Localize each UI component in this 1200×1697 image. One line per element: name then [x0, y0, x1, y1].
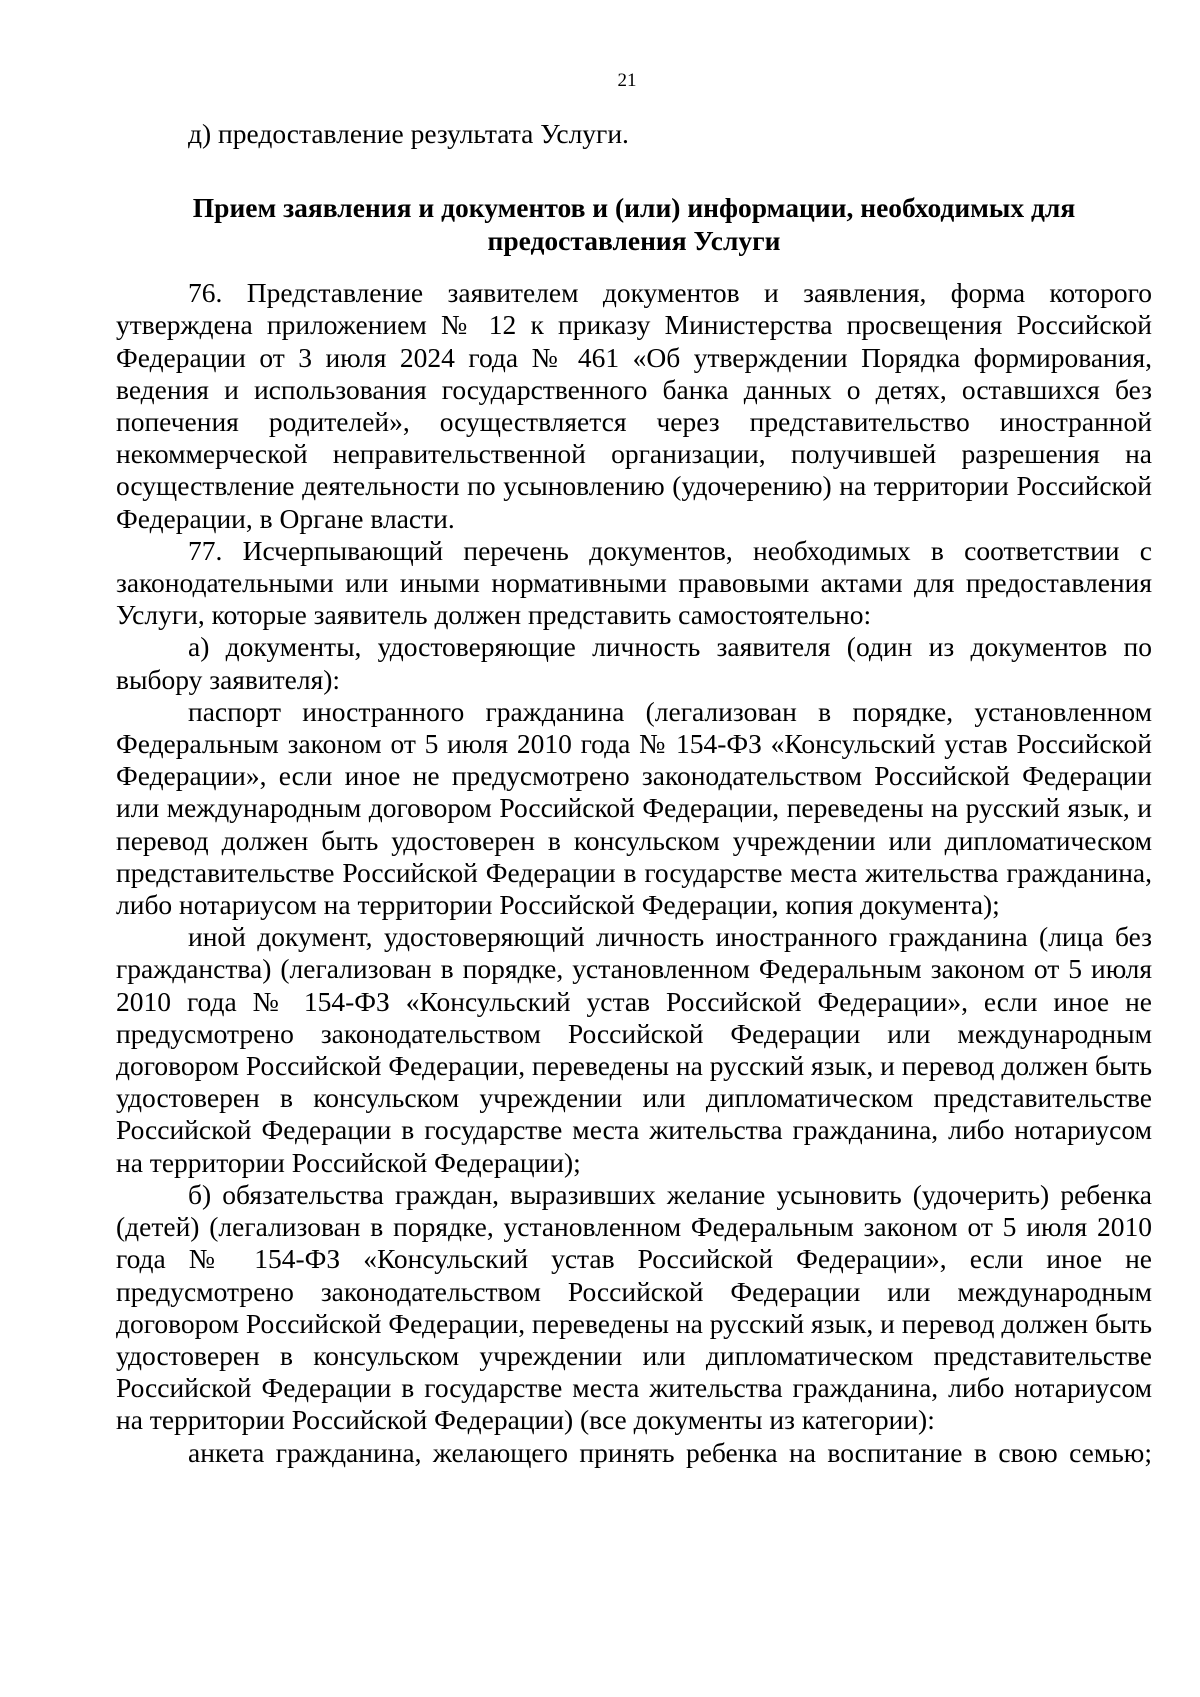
document-body — [116, 118, 1152, 1469]
paragraph-76: 76. Представление заявителем документов и заявления, форма которого утверждена приложением № 12 к приказу Министерства просвещения Российской Федерации от 3 июля 2024 года № 461 «Об утверждении Порядка формирования, ведения и использования государственного банка данных о детях, оставшихся без попечения родителей», осуществляется через представительство иностранной некоммерческой неправительственной организации, получившей разрешения на осуществление деятельности по усыновлению (удочерению) на территории Российской Федерации, в Органе власти. — [116, 277, 1152, 534]
page-number: 21 — [617, 70, 637, 91]
passport-item: паспорт иностранного гражданина (легализован в порядке, установленном Федеральным законом от 5 июля 2010 года № 154-ФЗ «Консульский устав Российской Федерации», если иное не предусмотрено законодательством Российской Федерации или международным договором Российской Федерации, переведены на русский язык, и перевод должен быть удостоверен в консульском учреждении или дипломатическом представительстве Российской Федерации в государстве места жительства гражданина, либо нотариусом на территории Российской Федерации, копия документа); — [116, 695, 1152, 921]
item-b: б) обязательства граждан, выразивших желание усыновить (удочерить) ребенка (детей) (легализован в порядке, установленном Федеральным законом от 5 июля 2010 года № 154-ФЗ «Консульский устав Российской Федерации», если иное не предусмотрено законодательством Российской Федерации или международным договором Российской Федерации, переведены на русский язык, и перевод должен быть удостоверен в консульском учреждении или дипломатическом представительстве Российской Федерации в государстве места жительства гражданина, либо нотариусом на территории Российской Федерации) (все документы из категории): — [116, 1178, 1152, 1436]
item-a: а) документы, удостоверяющие личность заявителя (один из документов по выбору заявителя): — [116, 631, 1152, 695]
other-id-document-item: иной документ, удостоверяющий личность иностранного гражданина (лица без гражданства) (легализован в порядке, установленном Федеральным законом от 5 июля 2010 года № 154-ФЗ «Консульский устав Российской Федерации», если иное не предусмотрено законодательством Российской Федерации или международным договором Российской Федерации, переведены на русский язык, и перевод должен быть удостоверен в консульском учреждении или дипломатическом представительстве Российской Федерации в государстве места жительства гражданина, либо нотариусом на территории Российской Федерации); — [116, 921, 1152, 1178]
paragraph-77: 77. Исчерпывающий перечень документов, необходимых в соответствии с законодательными или иными нормативными правовыми актами для предоставления Услуги, которые заявитель должен представить самостоятельно: — [116, 534, 1152, 631]
lead-item: д) предоставление результата Услуги. — [188, 118, 629, 149]
questionnaire-item: анкета гражданина, желающего принять ребенка на воспитание в свою семью; — [188, 1436, 1152, 1468]
section-heading: Прием заявления и документов и (или) информации, необходимых для предоставления Услуги — [192, 192, 1076, 256]
